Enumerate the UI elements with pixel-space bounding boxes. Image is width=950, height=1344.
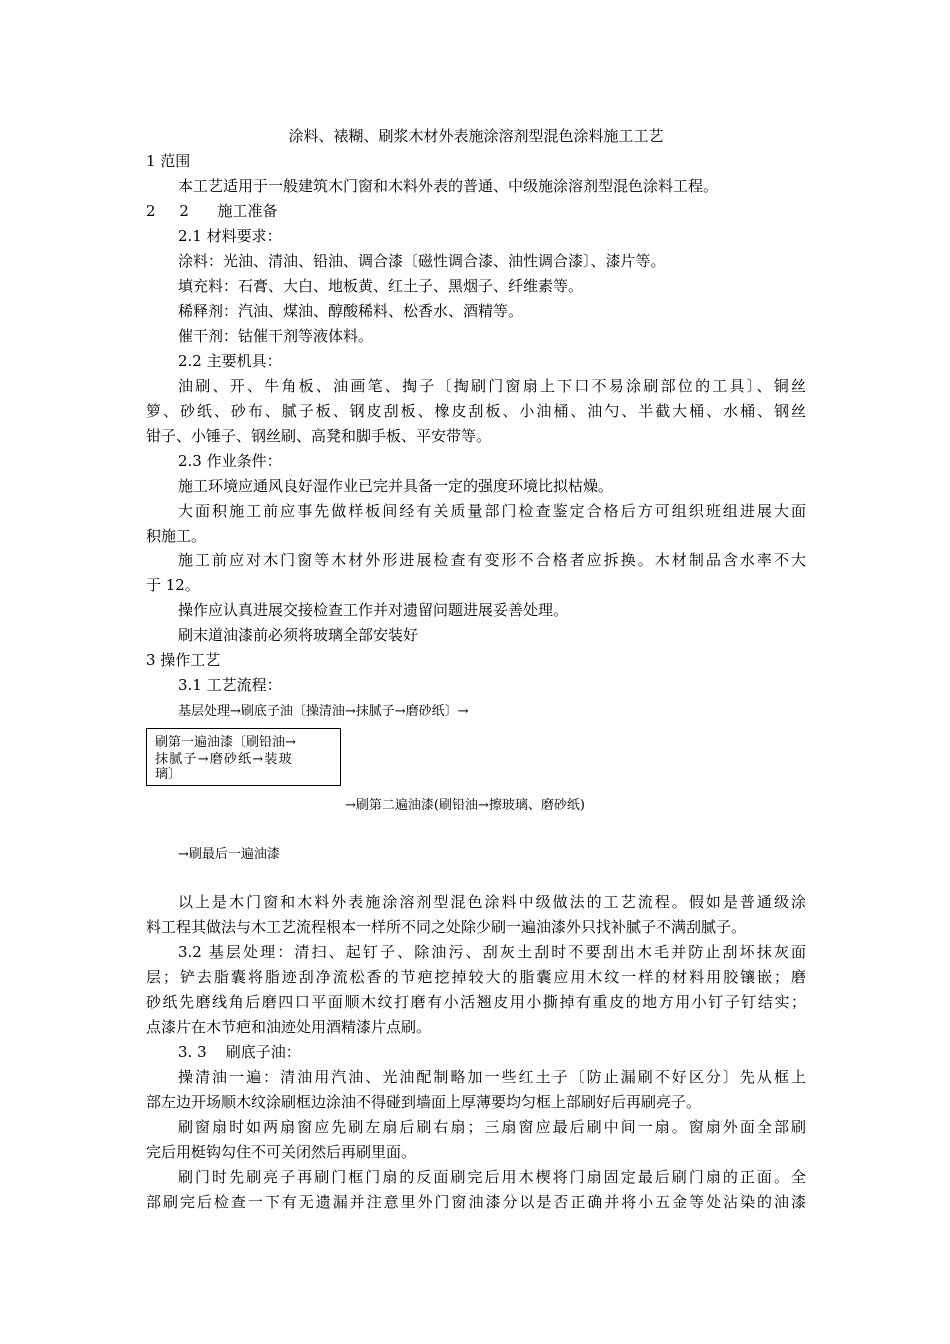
flow-box bbox=[146, 728, 341, 786]
section-1-body: 本工艺适用于一般建筑木门窗和木料外表的普通、中级施涂溶剂型混色涂料工程。 bbox=[178, 177, 719, 195]
section-3-2-line-1: 3.2 基层处理：清扫、起钉子、除油污、刮灰土刮时不要刮出木毛并防止刮坏抹灰面 bbox=[178, 943, 806, 961]
flow-box-line-1: 刷第一遍油漆〔刷铅油→ bbox=[155, 735, 296, 750]
flow-note-line-2: 料工程其做法与木工艺流程根本一样所不同之处除少刷一遍油漆外只找补腻子不满刮腻子。 bbox=[146, 918, 747, 936]
section-3-3-para-1-line-1: 操清油一遍：清油用汽油、光油配制略加一些红土子〔防止漏刷不好区分〕先从框上 bbox=[178, 1068, 806, 1086]
section-3-2-line-2: 层；铲去脂囊将脂迹刮净流松香的节疤挖掉较大的脂囊应用木纹一样的材料用胶镶嵌；磨 bbox=[146, 968, 806, 986]
section-3-2-line-4: 点漆片在木节疤和油迹处用酒精漆片点刷。 bbox=[146, 1018, 432, 1036]
material-filler: 填充料：石膏、大白、地板黄、红土子、黑烟子、纤维素等。 bbox=[178, 277, 584, 295]
doc-title: 涂料、裱糊、刷浆木材外表施涂溶剂型混色涂料施工工艺 bbox=[288, 127, 664, 145]
material-paint: 涂料：光油、清油、铅油、调合漆〔磁性调合漆、油性调合漆〕、漆片等。 bbox=[178, 252, 666, 270]
section-3-3-para-2-line-1: 刷窗扇时如两扇窗应先刷左扇后刷右扇；三扇窗应最后刷中间一扇。窗扇外面全部刷 bbox=[178, 1118, 806, 1136]
flow-step-3: →刷最后一遍油漆 bbox=[178, 847, 280, 862]
condition-5: 刷末道油漆前必须将玻璃全部安装好 bbox=[178, 626, 419, 644]
section-3-3-para-2-line-2: 完后用梃钩勾住不可关闭然后再刷里面。 bbox=[146, 1143, 417, 1161]
section-3-1-heading: 3.1 工艺流程： bbox=[178, 676, 282, 694]
condition-3-line-1: 施工前应对木门窗等木材外形进展检查有变形不合格者应拆换。木材制品含水率不大 bbox=[178, 551, 806, 569]
section-3-3-para-3-line-2: 部刷完后检查一下有无遗漏并注意里外门窗油漆分以是否正确并将小五金等处沾染的油漆 bbox=[146, 1193, 806, 1211]
tools-line-1: 油刷、开、牛角板、油画笔、掏子〔掏刷门窗扇上下口不易涂刷部位的工具〕、铜丝 bbox=[178, 377, 806, 395]
condition-2-line-1: 大面积施工前应事先做样板间经有关质量部门检查鉴定合格后方可组织班组进展大面 bbox=[178, 502, 806, 520]
flow-step-2: →刷第二遍油漆(刷铅油→擦玻璃、磨砂纸) bbox=[345, 798, 585, 813]
condition-2-line-2: 积施工。 bbox=[146, 527, 207, 545]
section-2-2-heading: 2.2 主要机具： bbox=[178, 352, 282, 370]
condition-4: 操作应认真进展交接检查工作并对遗留问题进展妥善处理。 bbox=[178, 601, 569, 619]
section-3-3-para-3-line-1: 刷门时先刷亮子再刷门框门扇的反面刷完后用木楔将门扇固定最后刷门扇的正面。全 bbox=[178, 1168, 806, 1186]
flow-box-line-2: 抹腻子→磨砂纸→装玻 bbox=[155, 752, 293, 767]
tools-line-3: 钳子、小锤子、钢丝刷、高凳和脚手板、平安带等。 bbox=[146, 427, 492, 445]
flow-box-line-3: 璃〕 bbox=[155, 767, 182, 782]
tools-line-2: 箩、砂纸、砂布、腻子板、钢皮刮板、橡皮刮板、小油桶、油勺、半截大桶、水桶、钢丝 bbox=[146, 402, 806, 420]
section-3-3-para-1-line-2: 部左边开场顺木纹涂刷框边涂油不得碰到墙面上厚薄要均匀框上部刷好后再刷亮子。 bbox=[146, 1093, 702, 1111]
flow-note-line-1: 以上是木门窗和木料外表施涂溶剂型混色涂料中级做法的工艺流程。假如是普通级涂 bbox=[178, 893, 806, 911]
material-thinner: 稀释剂：汽油、煤油、醇酸稀料、松香水、酒精等。 bbox=[178, 302, 524, 320]
section-3-2-line-3: 砂纸先磨线角后磨四口平面顺木纹打磨有小活翘皮用小撕掉有重皮的地方用小钉子钉结实； bbox=[146, 993, 806, 1011]
section-2-heading: 2 2 施工准备 bbox=[146, 202, 278, 220]
section-2-3-heading: 2.3 作业条件： bbox=[178, 452, 282, 470]
section-1-heading: 1 范围 bbox=[146, 152, 191, 170]
condition-1: 施工环境应通风良好湿作业已完并具备一定的强度环境比拟枯燥。 bbox=[178, 477, 614, 495]
material-drier: 催干剂：钴催干剂等液体料。 bbox=[178, 327, 374, 345]
section-2-1-heading: 2.1 材料要求： bbox=[178, 227, 282, 245]
condition-3-line-2: 于 12。 bbox=[146, 576, 200, 594]
section-3-3-heading: 3. 3 刷底子油： bbox=[178, 1043, 301, 1061]
flow-step-1: 基层处理→刷底子油〔操清油→抹腻子→磨砂纸〕→ bbox=[178, 704, 469, 719]
section-3-heading: 3 操作工艺 bbox=[146, 651, 221, 669]
